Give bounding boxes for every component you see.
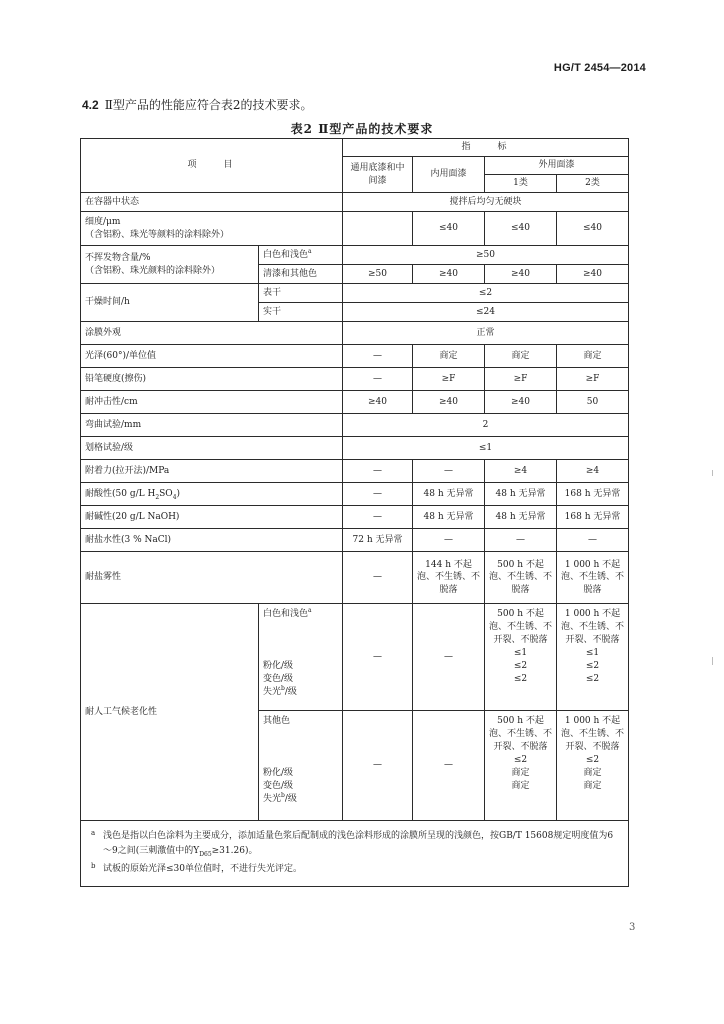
- row-label: 耐冲击性/cm: [81, 391, 343, 414]
- cell-value: ≥4: [557, 460, 629, 483]
- cell-value: —: [343, 368, 413, 391]
- cell-value: 1 000 h 不起泡、不生锈、不脱落: [557, 552, 629, 604]
- cell-value: ≥F: [485, 368, 557, 391]
- table-row: [81, 414, 629, 437]
- table-row: [81, 391, 629, 414]
- table-row: [81, 506, 629, 529]
- cell-value: ≤40: [557, 212, 629, 246]
- cell-value: ≥40: [413, 391, 485, 414]
- row-label: 光泽(60°)/单位值: [81, 345, 343, 368]
- header-indicator: 指 标: [343, 139, 629, 157]
- cell-value: —: [343, 345, 413, 368]
- cell-value: 168 h 无异常: [557, 483, 629, 506]
- cell-value: 500 h 不起泡、不生锈、不开裂、不脱落 ≤2 商定 商定: [485, 711, 557, 821]
- cell-value: 1 000 h 不起泡、不生锈、不开裂、不脱落 ≤2 商定 商定: [557, 711, 629, 821]
- table-row: [81, 284, 629, 303]
- row-sublabel: 白色和浅色$^a$: [259, 246, 343, 265]
- cell-value: ≤1: [343, 437, 629, 460]
- cell-value: 搅拌后均匀无硬块: [343, 193, 629, 212]
- cell-value: 商定: [557, 345, 629, 368]
- row-label: 耐碱性(20 g/L NaOH): [81, 506, 343, 529]
- cell-value: —: [413, 529, 485, 552]
- header-class2: 2类: [557, 175, 629, 193]
- header-exterior: 外用面漆: [485, 157, 629, 175]
- cell-value: 72 h 无异常: [343, 529, 413, 552]
- scan-edge-mark: [712, 470, 713, 476]
- table-row: [81, 604, 629, 711]
- table-row: [81, 345, 629, 368]
- row-label: 耐盐雾性: [81, 552, 343, 604]
- cell-value: ≤24: [343, 303, 629, 322]
- section-text: Ⅱ型产品的性能应符合表2的技术要求。: [104, 98, 313, 112]
- cell-value: —: [413, 711, 485, 821]
- cell-value: —: [343, 483, 413, 506]
- cell-value: ≥F: [557, 368, 629, 391]
- cell-value: 500 h 不起泡、不生锈、不开裂、不脱落 ≤1 ≤2 ≤2: [485, 604, 557, 711]
- cell-value: 500 h 不起泡、不生锈、不脱落: [485, 552, 557, 604]
- row-sublabel: 表干: [259, 284, 343, 303]
- cell-value: [343, 212, 413, 246]
- row-sublabel: 清漆和其他色: [259, 265, 343, 284]
- row-label: 耐人工气候老化性: [81, 604, 259, 821]
- cell-value: ≥40: [485, 265, 557, 284]
- cell-value: 48 h 无异常: [485, 483, 557, 506]
- table-row: [81, 322, 629, 345]
- cell-value: —: [485, 529, 557, 552]
- cell-value: 48 h 无异常: [413, 483, 485, 506]
- cell-value: 商定: [485, 345, 557, 368]
- cell-value: —: [343, 604, 413, 711]
- row-sublabel: 实干: [259, 303, 343, 322]
- table-row: [81, 193, 629, 212]
- header-item: 项 目: [81, 139, 343, 193]
- cell-value: ≥4: [485, 460, 557, 483]
- row-label: 在容器中状态: [81, 193, 343, 212]
- table-row: [81, 437, 629, 460]
- table-row: [81, 212, 629, 246]
- table-row: [81, 552, 629, 604]
- cell-value: —: [413, 460, 485, 483]
- row-sublabel: 白色和浅色$^a$ 粉化/级 变色/级 失光$^b$/级: [259, 604, 343, 711]
- cell-value: 168 h 无异常: [557, 506, 629, 529]
- table-row: [81, 460, 629, 483]
- cell-value: ≤40: [413, 212, 485, 246]
- table-row: [81, 529, 629, 552]
- section-heading: [82, 96, 312, 113]
- scan-edge-mark: [712, 657, 713, 665]
- row-label: 涂膜外观: [81, 322, 343, 345]
- cell-value: 48 h 无异常: [485, 506, 557, 529]
- cell-value: ≥40: [557, 265, 629, 284]
- cell-value: 2: [343, 414, 629, 437]
- row-label: 划格试验/级: [81, 437, 343, 460]
- cell-value: ≥F: [413, 368, 485, 391]
- row-label: 附着力(拉开法)/MPa: [81, 460, 343, 483]
- footnote-a: a 浅色是指以白色涂料为主要成分，添加适量色浆后配制成的浅色涂料形成的涂膜所呈现的浅颜色，按GB/T 15608规定明度值为6～9之间(三刺激值中的$Y_{D65}\ge 31.26$)。: [91, 829, 614, 858]
- table-row: [81, 368, 629, 391]
- table-row: [81, 246, 629, 265]
- cell-value: —: [343, 552, 413, 604]
- footnote-b: b 试板的原始光泽≤30单位值时，不进行失光评定。: [91, 862, 302, 874]
- cell-value: ≥50: [343, 265, 413, 284]
- row-label: 耐盐水性(3 % NaCl): [81, 529, 343, 552]
- cell-value: 50: [557, 391, 629, 414]
- cell-value: —: [343, 460, 413, 483]
- row-label: 耐酸性(50 g/L $H_2SO_4$): [81, 483, 343, 506]
- standard-code: HG/T 2454—2014: [553, 62, 646, 74]
- table-row: [81, 821, 629, 887]
- row-sublabel: 其他色 粉化/级 变色/级 失光$^b$/级: [259, 711, 343, 821]
- table-footnotes: [81, 821, 629, 887]
- cell-value: 144 h 不起泡、不生锈、不脱落: [413, 552, 485, 604]
- cell-value: ≤2: [343, 284, 629, 303]
- row-label: 不挥发物含量/% （含铝粉、珠光颜料的涂料除外）: [81, 246, 259, 284]
- cell-value: —: [413, 604, 485, 711]
- technical-requirements-table: [80, 138, 629, 887]
- header-primer: 通用底漆和中间漆: [343, 157, 413, 193]
- cell-value: —: [557, 529, 629, 552]
- cell-value: 1 000 h 不起泡、不生锈、不开裂、不脱落 ≤1 ≤2 ≤2: [557, 604, 629, 711]
- cell-value: ≥40: [343, 391, 413, 414]
- cell-value: ≥40: [413, 265, 485, 284]
- cell-value: ≤40: [485, 212, 557, 246]
- header-class1: 1类: [485, 175, 557, 193]
- header-interior: 内用面漆: [413, 157, 485, 193]
- table-caption: 表2 Ⅱ型产品的技术要求: [290, 122, 434, 136]
- row-label: 铅笔硬度(擦伤): [81, 368, 343, 391]
- row-label: 细度/μm （含铝粉、珠光等颜料的涂料除外）: [81, 212, 343, 246]
- cell-value: 正常: [343, 322, 629, 345]
- section-number: 4.2: [82, 98, 99, 112]
- cell-value: 商定: [413, 345, 485, 368]
- cell-value: —: [343, 711, 413, 821]
- cell-value: ≥40: [485, 391, 557, 414]
- page-number: 3: [629, 922, 636, 933]
- cell-value: ≥50: [343, 246, 629, 265]
- row-label: 弯曲试验/mm: [81, 414, 343, 437]
- table-row: [81, 483, 629, 506]
- cell-value: 48 h 无异常: [413, 506, 485, 529]
- cell-value: —: [343, 506, 413, 529]
- row-label: 干燥时间/h: [81, 284, 259, 322]
